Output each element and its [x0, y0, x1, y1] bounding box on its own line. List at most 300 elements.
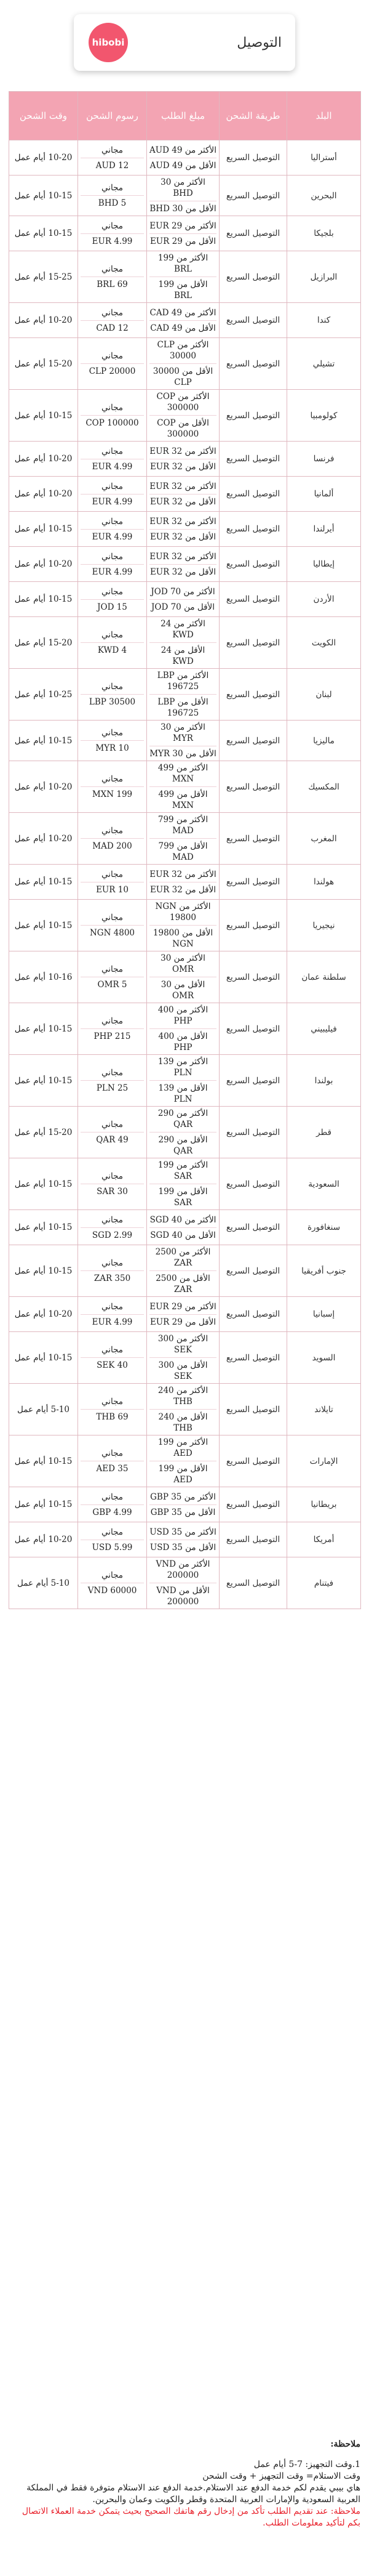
fee-value: EUR 4.99	[92, 461, 133, 472]
fee-value: VND 60000	[87, 1586, 137, 1596]
amount-above: الأكثر من 49 AUD	[149, 145, 216, 158]
cell-country: فيتنام	[287, 1557, 361, 1609]
fee-value: USD 5.99	[92, 1542, 133, 1552]
notes-section	[9, 2439, 360, 2529]
fee-value: BRL 69	[97, 280, 128, 289]
table-body	[9, 140, 361, 1609]
cell-fee	[78, 1384, 147, 1435]
cell-time: 10-15 أيام عمل	[9, 512, 78, 547]
cell-fee	[78, 617, 147, 669]
table-row	[9, 1384, 361, 1435]
cell-fee	[78, 251, 147, 303]
cell-country: المكسيك	[287, 761, 361, 813]
cell-time: 10-16 أيام عمل	[9, 951, 78, 1003]
cell-time: 10-15 أيام عمل	[9, 1245, 78, 1297]
cell-fee	[78, 176, 147, 216]
amount-below: الأقل من COP 300000	[157, 418, 209, 439]
fee-free: مجاني	[81, 1214, 144, 1228]
amount-below: الأقل من 240 THB	[158, 1412, 208, 1433]
fee-free: مجاني	[81, 264, 144, 277]
fee-free: مجاني	[81, 516, 144, 530]
cell-method: التوصيل السريع	[220, 900, 287, 951]
table-row	[9, 303, 361, 338]
table-row	[9, 176, 361, 216]
cell-method: التوصيل السريع	[220, 547, 287, 582]
cell-method: التوصيل السريع	[220, 1158, 287, 1210]
fee-value: NGN 4800	[89, 928, 135, 938]
amount-above: الأكثر من 30 BHD	[149, 177, 216, 201]
amount-below: الأقل من 199 SAR	[158, 1187, 208, 1208]
amount-above: الأكثر من 400 PHP	[149, 1004, 216, 1029]
cell-method: التوصيل السريع	[220, 1055, 287, 1107]
cell-time: 10-15 أيام عمل	[9, 1055, 78, 1107]
fee-value: MXN 199	[92, 789, 133, 799]
cell-amount	[147, 761, 220, 813]
cell-amount	[147, 1055, 220, 1107]
amount-below: الأقل من 32 EUR	[149, 461, 216, 472]
fee-value: QAR 49	[96, 1135, 129, 1145]
table-row	[9, 1557, 361, 1609]
cell-amount	[147, 951, 220, 1003]
cell-country: ألمانيا	[287, 477, 361, 512]
cell-country: نيجيريا	[287, 900, 361, 951]
cell-country: ماليزيا	[287, 721, 361, 761]
cell-fee	[78, 1107, 147, 1158]
cell-fee	[78, 1557, 147, 1609]
cell-fee	[78, 390, 147, 442]
fee-value: EUR 4.99	[92, 496, 133, 507]
cell-time: 10-15 أيام عمل	[9, 176, 78, 216]
header-country: البلد	[287, 92, 361, 140]
fee-value: EUR 4.99	[92, 1317, 133, 1327]
cell-fee	[78, 477, 147, 512]
cell-country: سنغافورة	[287, 1210, 361, 1245]
cell-method: التوصيل السريع	[220, 303, 287, 338]
header-method: طريقة الشحن	[220, 92, 287, 140]
fee-value: OMR 5	[97, 980, 127, 990]
amount-above: الأكثر من 49 CAD	[149, 307, 216, 321]
cell-method: التوصيل السريع	[220, 216, 287, 251]
fee-free: مجاني	[81, 869, 144, 882]
cell-time: 15-20 أيام عمل	[9, 1107, 78, 1158]
cell-method: التوصيل السريع	[220, 390, 287, 442]
amount-above: الأكثر من 139 PLN	[149, 1056, 216, 1081]
amount-above: الأكثر من 32 EUR	[149, 869, 216, 882]
cell-country: بولندا	[287, 1055, 361, 1107]
cell-amount	[147, 338, 220, 390]
amount-below: الأقل من 199 BRL	[158, 280, 208, 301]
amount-below: الأقل من LBP 196725	[157, 697, 208, 718]
cell-fee	[78, 1055, 147, 1107]
fee-value: SAR 30	[97, 1187, 128, 1197]
fee-free: مجاني	[81, 402, 144, 416]
cell-amount	[147, 140, 220, 176]
table-row	[9, 721, 361, 761]
cell-amount	[147, 547, 220, 582]
cell-country: الكويت	[287, 617, 361, 669]
table-header-row	[9, 92, 361, 140]
amount-below: الأقل من 35 GBP	[150, 1507, 216, 1517]
cell-method: التوصيل السريع	[220, 1210, 287, 1245]
table-row	[9, 582, 361, 617]
cell-country: السعودية	[287, 1158, 361, 1210]
amount-below: الأقل من 30 MYR	[149, 749, 216, 759]
cell-fee	[78, 865, 147, 900]
amount-below: الأقل من 49 CAD	[150, 323, 216, 333]
table-row	[9, 338, 361, 390]
header-card	[74, 14, 295, 71]
fee-free: مجاني	[81, 1344, 144, 1358]
fee-value: LBP 30500	[89, 697, 136, 707]
cell-amount	[147, 865, 220, 900]
amount-above: الأكثر من NGN 19800	[149, 901, 216, 926]
amount-below: الأقل من 32 EUR	[149, 531, 216, 542]
table-row	[9, 140, 361, 176]
cell-time: 10-20 أيام عمل	[9, 442, 78, 477]
cell-time: 15-25 أيام عمل	[9, 251, 78, 303]
fee-value: JOD 15	[97, 602, 127, 612]
cell-time: 10-15 أيام عمل	[9, 721, 78, 761]
cell-time: 10-20 أيام عمل	[9, 140, 78, 176]
cell-fee	[78, 512, 147, 547]
cell-fee	[78, 721, 147, 761]
amount-below: الأقل من 32 EUR	[149, 567, 216, 577]
fee-free: مجاني	[81, 481, 144, 495]
cell-time: 10-20 أيام عمل	[9, 813, 78, 865]
cell-country: الأردن	[287, 582, 361, 617]
cell-method: التوصيل السريع	[220, 1245, 287, 1297]
cell-country: أستراليا	[287, 140, 361, 176]
fee-value: MYR 10	[95, 743, 129, 753]
cell-fee	[78, 1332, 147, 1384]
page-title: التوصيل	[237, 34, 282, 50]
fee-value: SEK 40	[97, 1360, 128, 1370]
cell-amount	[147, 1003, 220, 1055]
cell-country: كولومبيا	[287, 390, 361, 442]
cell-time: 10-20 أيام عمل	[9, 477, 78, 512]
cell-method: التوصيل السريع	[220, 721, 287, 761]
cell-time: 15-20 أيام عمل	[9, 617, 78, 669]
cell-country: السويد	[287, 1332, 361, 1384]
cell-fee	[78, 547, 147, 582]
cell-amount	[147, 1158, 220, 1210]
table-row	[9, 1297, 361, 1332]
amount-below: الأقل من 40 SGD	[150, 1230, 216, 1240]
cell-time: 10-15 أيام عمل	[9, 390, 78, 442]
cell-time: 10-15 أيام عمل	[9, 1487, 78, 1522]
fee-value: KWD 4	[97, 645, 127, 655]
cell-fee	[78, 442, 147, 477]
cell-country: تايلاند	[287, 1384, 361, 1435]
amount-below: الأقل من 32 EUR	[149, 496, 216, 507]
fee-free: مجاني	[81, 912, 144, 926]
amount-above: الأكثر من 29 EUR	[149, 1301, 216, 1315]
fee-free: مجاني	[81, 220, 144, 234]
amount-above: الأكثر من 290 QAR	[149, 1108, 216, 1133]
table-row	[9, 865, 361, 900]
amount-above: الأكثر من 240 THB	[149, 1385, 216, 1410]
fee-free: مجاني	[81, 1119, 144, 1133]
cell-method: التوصيل السريع	[220, 140, 287, 176]
table-row	[9, 1003, 361, 1055]
cell-amount	[147, 251, 220, 303]
fee-value: MAD 200	[92, 841, 132, 851]
cell-time: 10-15 أيام عمل	[9, 216, 78, 251]
table-row	[9, 477, 361, 512]
cell-fee	[78, 951, 147, 1003]
cell-time: 10-20 أيام عمل	[9, 761, 78, 813]
cell-amount	[147, 477, 220, 512]
note-warning: ملاحظة: عند تقديم الطلب تأكد من إدخال رقم هاتفك الصحيح بحيث يتمكن خدمة العملاء الاتصال بكم لتأكيد معلومات الطلب.	[22, 2506, 360, 2528]
cell-fee	[78, 338, 147, 390]
amount-below: الأقل من 29 EUR	[149, 236, 216, 246]
cell-amount	[147, 582, 220, 617]
cell-method: التوصيل السريع	[220, 1435, 287, 1487]
fee-value: BHD 5	[98, 198, 127, 208]
table-row	[9, 442, 361, 477]
table-row	[9, 1487, 361, 1522]
cell-fee	[78, 1210, 147, 1245]
page-header	[0, 0, 369, 85]
cell-method: التوصيل السريع	[220, 442, 287, 477]
fee-free: مجاني	[81, 629, 144, 643]
cell-fee	[78, 303, 147, 338]
cell-method: التوصيل السريع	[220, 865, 287, 900]
cell-time: 10-15 أيام عمل	[9, 900, 78, 951]
cell-country: سلطنة عمان	[287, 951, 361, 1003]
cell-country: بريطانيا	[287, 1487, 361, 1522]
cell-method: التوصيل السريع	[220, 582, 287, 617]
fee-free: مجاني	[81, 1396, 144, 1410]
fee-value: CAD 12	[96, 323, 129, 333]
note-line: هاي بيبي يقدم لكم خدمة الدفع عند الاستلام.خدمة الدفع عند الاستلام متوفرة فقط في المملكة العربية السعودية والإمارات العربية المتحدة وقطر والكويت وعمان والبحرين.	[26, 2483, 360, 2505]
fee-free: مجاني	[81, 182, 144, 196]
fee-free: مجاني	[81, 825, 144, 839]
cell-fee	[78, 1522, 147, 1557]
amount-below: الأقل من 70 JOD	[151, 602, 215, 612]
cell-method: التوصيل السريع	[220, 1384, 287, 1435]
table-row	[9, 761, 361, 813]
table-row	[9, 669, 361, 721]
table-row	[9, 1435, 361, 1487]
cell-amount	[147, 900, 220, 951]
fee-free: مجاني	[81, 773, 144, 787]
cell-country: إسبانيا	[287, 1297, 361, 1332]
cell-time: 10-15 أيام عمل	[9, 582, 78, 617]
cell-fee	[78, 1158, 147, 1210]
amount-above: الأكثر من 30 MYR	[149, 722, 216, 746]
cell-amount	[147, 1522, 220, 1557]
table-row	[9, 512, 361, 547]
shipping-table	[9, 91, 361, 1609]
fee-value: EUR 4.99	[92, 531, 133, 542]
cell-time: 10-20 أيام عمل	[9, 1522, 78, 1557]
table-row	[9, 251, 361, 303]
cell-method: التوصيل السريع	[220, 338, 287, 390]
cell-method: التوصيل السريع	[220, 669, 287, 721]
amount-below: الأقل من 24 KWD	[161, 645, 205, 666]
cell-amount	[147, 1210, 220, 1245]
table-row	[9, 547, 361, 582]
cell-fee	[78, 761, 147, 813]
cell-time: 10-15 أيام عمل	[9, 1003, 78, 1055]
cell-time: 10-20 أيام عمل	[9, 303, 78, 338]
amount-above: الأكثر من 32 EUR	[149, 446, 216, 459]
amount-below: الأقل من 290 QAR	[158, 1135, 208, 1156]
amount-below: الأقل من 49 AUD	[149, 160, 216, 171]
cell-method: التوصيل السريع	[220, 1003, 287, 1055]
cell-country: المغرب	[287, 813, 361, 865]
fee-value: EUR 4.99	[92, 236, 133, 246]
cell-amount	[147, 512, 220, 547]
fee-free: مجاني	[81, 964, 144, 977]
cell-time: 10-25 أيام عمل	[9, 669, 78, 721]
cell-country: أمريكا	[287, 1522, 361, 1557]
cell-method: التوصيل السريع	[220, 251, 287, 303]
amount-below: الأقل من 300 SEK	[158, 1360, 208, 1381]
amount-above: الأكثر من 32 EUR	[149, 481, 216, 495]
amount-above: الأكثر من 32 EUR	[149, 551, 216, 565]
fee-free: مجاني	[81, 1301, 144, 1315]
table-row	[9, 1522, 361, 1557]
table-row	[9, 1107, 361, 1158]
fee-value: COP 100000	[85, 418, 139, 428]
fee-free: مجاني	[81, 551, 144, 565]
cell-time: 15-20 أيام عمل	[9, 338, 78, 390]
cell-amount	[147, 1384, 220, 1435]
amount-below: الأقل من 400 PHP	[158, 1032, 208, 1052]
amount-below: الأقل من 199 AED	[158, 1464, 208, 1485]
cell-fee	[78, 216, 147, 251]
fee-free: مجاني	[81, 1258, 144, 1271]
fee-value: EUR 4.99	[92, 567, 133, 577]
cell-method: التوصيل السريع	[220, 1332, 287, 1384]
amount-above: الأكثر من COP 300000	[149, 391, 216, 416]
table-row	[9, 1210, 361, 1245]
cell-fee	[78, 1003, 147, 1055]
cell-fee	[78, 140, 147, 176]
note-line: وقت الاستلام= وقت التجهيز + وقت الشحن	[202, 2471, 360, 2481]
header-amount: مبلغ الطلب	[147, 92, 220, 140]
amount-above: الأكثر من 30 OMR	[149, 953, 216, 977]
fee-free: مجاني	[81, 586, 144, 600]
amount-above: الأكثر من 70 JOD	[149, 586, 216, 600]
amount-below: الأقل من 29 EUR	[149, 1317, 216, 1327]
cell-country: فرنسا	[287, 442, 361, 477]
fee-value: CLP 20000	[89, 366, 136, 376]
table-row	[9, 813, 361, 865]
table-row	[9, 1245, 361, 1297]
fee-value: SGD 2.99	[92, 1230, 133, 1240]
table-row	[9, 1055, 361, 1107]
cell-amount	[147, 442, 220, 477]
header-fee: رسوم الشحن	[78, 92, 147, 140]
cell-time: 10-15 أيام عمل	[9, 1210, 78, 1245]
amount-above: الأكثر من 29 EUR	[149, 220, 216, 234]
cell-country: كندا	[287, 303, 361, 338]
cell-amount	[147, 1487, 220, 1522]
cell-amount	[147, 1557, 220, 1609]
amount-above: الأكثر من VND 200000	[149, 1559, 216, 1583]
cell-amount	[147, 390, 220, 442]
cell-amount	[147, 176, 220, 216]
cell-method: التوصيل السريع	[220, 1107, 287, 1158]
amount-above: الأكثر من 2500 ZAR	[149, 1246, 216, 1271]
fee-free: مجاني	[81, 446, 144, 459]
amount-below: الأقل من VND 200000	[156, 1586, 210, 1607]
fee-free: مجاني	[81, 1015, 144, 1029]
cell-fee	[78, 1435, 147, 1487]
note-line: 1.وقت التجهيز: 7-5 أيام عمل	[253, 2460, 360, 2469]
header-time: وقت الشحن	[9, 92, 78, 140]
cell-country: جنوب أفريقيا	[287, 1245, 361, 1297]
cell-country: تشيلي	[287, 338, 361, 390]
amount-below: الأقل من 30 BHD	[149, 204, 216, 214]
amount-below: الأقل من 139 PLN	[158, 1083, 208, 1104]
cell-fee	[78, 900, 147, 951]
amount-below: الأقل من 2500 ZAR	[156, 1274, 210, 1294]
fee-free: مجاني	[81, 1570, 144, 1583]
table-row	[9, 390, 361, 442]
fee-free: مجاني	[81, 1492, 144, 1505]
cell-time: 10-15 أيام عمل	[9, 1332, 78, 1384]
cell-method: التوصيل السريع	[220, 813, 287, 865]
cell-method: التوصيل السريع	[220, 1487, 287, 1522]
table-row	[9, 617, 361, 669]
amount-below: الأقل من 19800 NGN	[153, 928, 213, 949]
amount-above: الأكثر من 32 EUR	[149, 516, 216, 530]
cell-amount	[147, 617, 220, 669]
fee-value: PHP 215	[93, 1032, 131, 1041]
fee-value: GBP 4.99	[92, 1507, 132, 1517]
fee-free: مجاني	[81, 727, 144, 741]
amount-above: الأكثر من CLP 30000	[149, 339, 216, 364]
cell-method: التوصيل السريع	[220, 176, 287, 216]
cell-country: البحرين	[287, 176, 361, 216]
cell-fee	[78, 1487, 147, 1522]
fee-free: مجاني	[81, 681, 144, 695]
cell-country: بلجيكا	[287, 216, 361, 251]
fee-free: مجاني	[81, 1171, 144, 1184]
hibobi-logo[interactable]: hibobi	[89, 23, 128, 62]
amount-below: الأقل من 32 EUR	[149, 884, 216, 895]
amount-above: الأكثر من 199 SAR	[149, 1160, 216, 1184]
cell-method: التوصيل السريع	[220, 1297, 287, 1332]
cell-amount	[147, 1435, 220, 1487]
cell-time: 10-15 أيام عمل	[9, 865, 78, 900]
cell-amount	[147, 813, 220, 865]
cell-time: 10-20 أيام عمل	[9, 547, 78, 582]
cell-amount	[147, 1332, 220, 1384]
fee-value: EUR 10	[96, 884, 129, 895]
cell-amount	[147, 303, 220, 338]
amount-above: الأكثر من 199 BRL	[149, 252, 216, 277]
cell-country: قطر	[287, 1107, 361, 1158]
amount-above: الأكثر من 300 SEK	[149, 1333, 216, 1358]
cell-method: التوصيل السريع	[220, 617, 287, 669]
cell-amount	[147, 669, 220, 721]
cell-country: لبنان	[287, 669, 361, 721]
cell-amount	[147, 1297, 220, 1332]
cell-amount	[147, 1245, 220, 1297]
cell-fee	[78, 582, 147, 617]
cell-method: التوصيل السريع	[220, 477, 287, 512]
cell-time: 5-10 أيام عمل	[9, 1384, 78, 1435]
cell-country: الإمارات	[287, 1435, 361, 1487]
cell-country: إيطاليا	[287, 547, 361, 582]
amount-below: الأقل من 30 OMR	[161, 980, 205, 1001]
fee-value: ZAR 350	[93, 1274, 131, 1283]
